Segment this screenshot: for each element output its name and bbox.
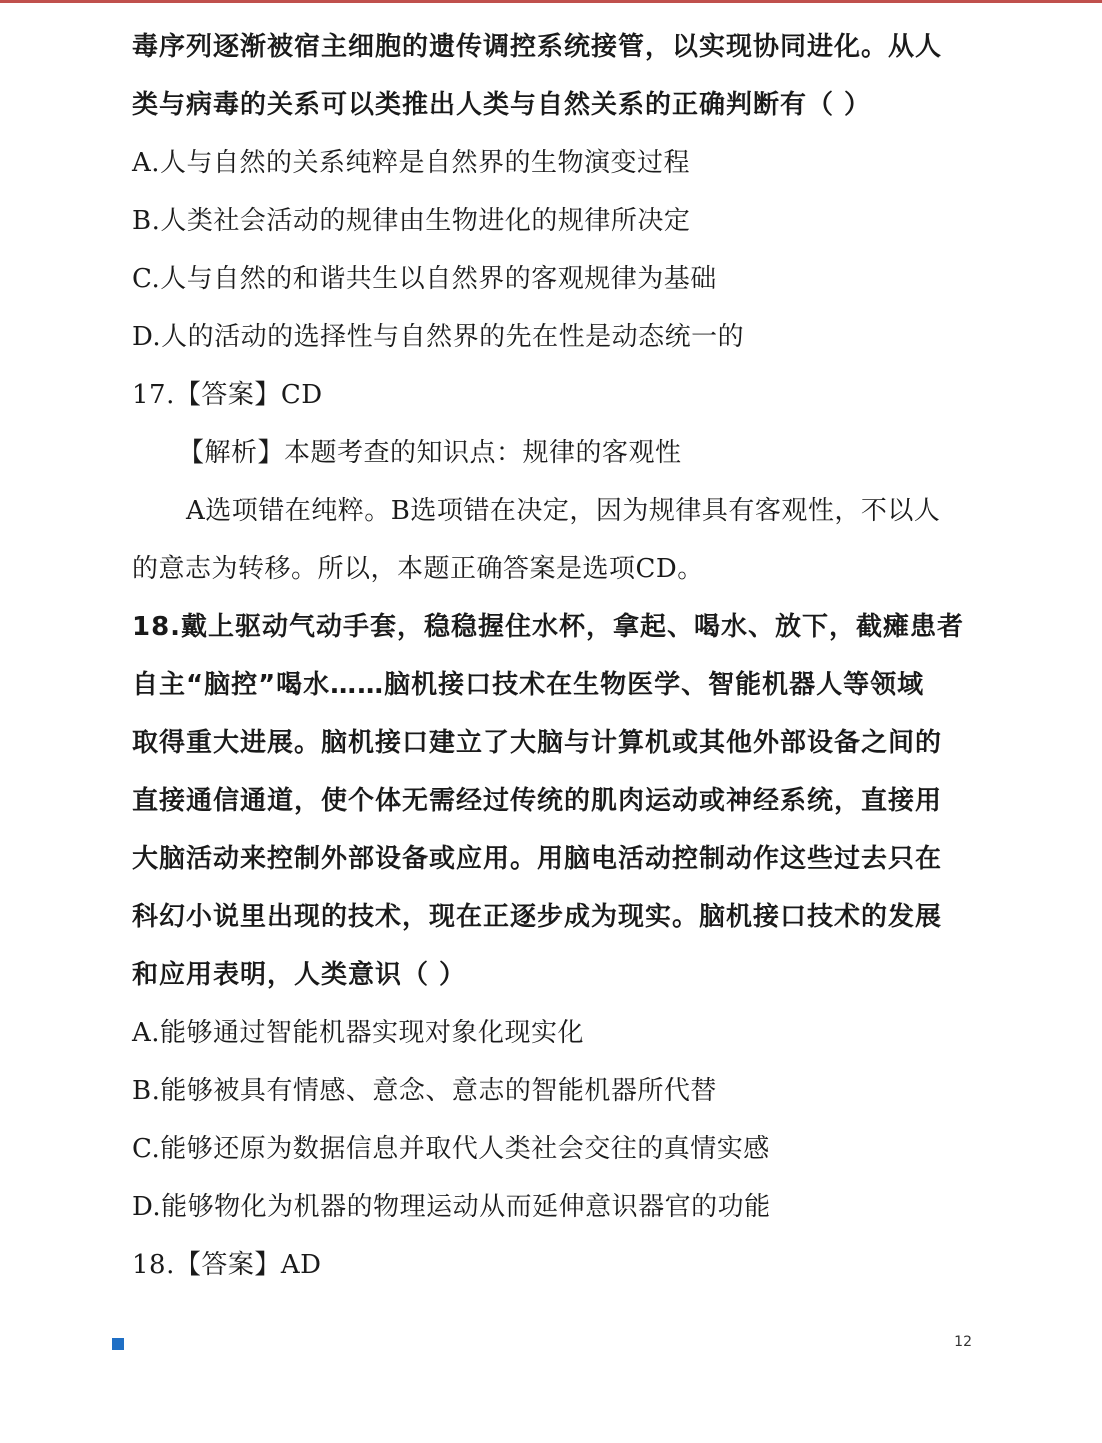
q18-option-a: A.能够通过智能机器实现对象化现实化 <box>132 1018 585 1048</box>
q17-analysis-line-1: A选项错在纯粹。B选项错在决定，因为规律具有客观性，不以人 <box>186 496 941 526</box>
footer-square-icon <box>112 1338 124 1350</box>
document-body <box>132 18 972 1294</box>
q17-stem-line-1: 毒序列逐渐被宿主细胞的遗传调控系统接管，以实现协同进化。从人 <box>132 32 943 62</box>
q17-option-d: D.人的活动的选择性与自然界的先在性是动态统一的 <box>132 322 745 352</box>
q18-answer: 18.【答案】AD <box>132 1250 322 1280</box>
q18-option-b: B.能够被具有情感、意念、意志的智能机器所代替 <box>132 1076 717 1106</box>
q18-stem-line-3: 取得重大进展。脑机接口建立了大脑与计算机或其他外部设备之间的 <box>132 728 943 758</box>
q18-option-c: C.能够还原为数据信息并取代人类社会交往的真情实感 <box>132 1134 770 1164</box>
q17-option-a: A.人与自然的关系纯粹是自然界的生物演变过程 <box>132 148 691 178</box>
q17-option-c: C.人与自然的和谐共生以自然界的客观规律为基础 <box>132 264 717 294</box>
q18-stem-line-5: 大脑活动来控制外部设备或应用。用脑电活动控制动作这些过去只在 <box>132 844 943 874</box>
q18-stem-line-2: 自主“脑控”喝水……脑机接口技术在生物医学、智能机器人等领域 <box>132 670 925 700</box>
q18-stem-line-7: 和应用表明，人类意识（ ） <box>132 960 467 990</box>
q17-stem-line-2: 类与病毒的关系可以类推出人类与自然关系的正确判断有（ ） <box>132 90 872 120</box>
page-number: 12 <box>954 1334 972 1350</box>
q17-option-b: B.人类社会活动的规律由生物进化的规律所决定 <box>132 206 691 236</box>
q18-option-d: D.能够物化为机器的物理运动从而延伸意识器官的功能 <box>132 1192 771 1222</box>
q17-analysis-line-2: 的意志为转移。所以，本题正确答案是选项CD。 <box>132 554 704 584</box>
q18-stem-line-1: 18.戴上驱动气动手套，稳稳握住水杯，拿起、喝水、放下，截瘫患者 <box>132 612 965 642</box>
q18-stem-line-6: 科幻小说里出现的技术，现在正逐步成为现实。脑机接口技术的发展 <box>132 902 943 932</box>
q17-analysis-title: 【解析】本题考查的知识点：规律的客观性 <box>178 438 682 468</box>
top-border-rule <box>0 0 1102 3</box>
q18-stem-line-4: 直接通信通道，使个体无需经过传统的肌肉运动或神经系统，直接用 <box>132 786 943 816</box>
q17-answer: 17.【答案】CD <box>132 380 323 410</box>
